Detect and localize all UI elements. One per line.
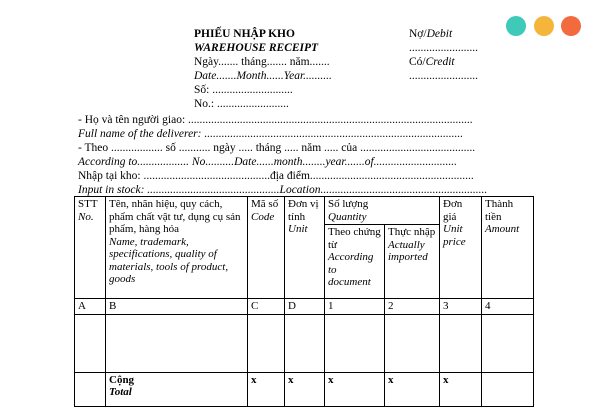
col-amount-header: Thành tiền Amount <box>482 197 534 299</box>
receipt-table <box>74 196 534 407</box>
deliverer-en: Full name of the deliverer: .......................................................................................... <box>78 128 464 140</box>
date-en: Date.......Month......Year.......... <box>194 70 332 82</box>
total-mark: x <box>285 372 325 406</box>
total-amount-cell[interactable] <box>482 372 534 406</box>
code-cell: 2 <box>385 299 440 315</box>
col-stt-header: STT No. <box>75 197 106 299</box>
stock-en: Input in stock: ..............................................Location.......................................................... <box>78 184 488 196</box>
so-field: Số: ............................ <box>194 84 293 96</box>
deliverer-vi: - Họ và tên người giao: ................................................................................................... <box>78 114 473 126</box>
col-price-header: Đơn giá Unit price <box>440 197 482 299</box>
total-mark: x <box>440 372 482 406</box>
code-cell: 3 <box>440 299 482 315</box>
date-vi: Ngày....... tháng....... năm....... <box>194 56 330 68</box>
title-en: WAREHOUSE RECEIPT <box>194 42 319 54</box>
blank-cell[interactable] <box>75 314 106 372</box>
column-code-row <box>75 299 534 315</box>
blank-cell[interactable] <box>285 314 325 372</box>
total-mark: x <box>385 372 440 406</box>
total-stt-cell <box>75 372 106 406</box>
debit-label: Nợ/Debit <box>409 28 453 40</box>
col-code-header: Mã số Code <box>248 197 285 299</box>
credit-label: Có/Credit <box>409 56 455 68</box>
no-field: No.: ......................... <box>194 98 289 110</box>
total-mark: x <box>325 372 385 406</box>
code-cell: C <box>248 299 285 315</box>
credit-line: ........................ <box>409 70 478 82</box>
col-qty-doc-header: Theo chứng từ According to document <box>325 225 385 299</box>
blank-cell[interactable] <box>325 314 385 372</box>
blank-cell[interactable] <box>385 314 440 372</box>
window-dot-orange <box>561 16 581 36</box>
blank-cell[interactable] <box>440 314 482 372</box>
col-quantity-header: Số lượng Quantity <box>325 197 440 225</box>
total-label-cell: Cộng Total <box>106 372 248 406</box>
header-row <box>75 197 534 225</box>
title-vi: PHIẾU NHẬP KHO <box>194 28 295 40</box>
col-unit-header: Đơn vị tính Unit <box>285 197 325 299</box>
total-row <box>75 372 534 406</box>
col-name-header: Tên, nhãn hiệu, quy cách, phẩm chất vật tư, dụng cụ sản phẩm, hàng hóa Name, trademark, specifications, quality of materials, tools of product, goods <box>106 197 248 299</box>
window-dot-teal <box>506 16 526 36</box>
code-cell: 4 <box>482 299 534 315</box>
window-dot-yellow <box>534 16 554 36</box>
code-cell: 1 <box>325 299 385 315</box>
code-cell: B <box>106 299 248 315</box>
blank-item-row <box>75 314 534 372</box>
according-vi: - Theo .................. số ........... ngày ..... tháng ..... năm ..... của ........................................ <box>78 142 476 154</box>
according-en: According to.................. No..........Date......month........year.......of............................. <box>78 156 458 168</box>
col-qty-actual-header: Thực nhập Actually imported <box>385 225 440 299</box>
blank-cell[interactable] <box>248 314 285 372</box>
blank-cell[interactable] <box>482 314 534 372</box>
stock-vi: Nhập tại kho: ............................................địa điểm......................................................... <box>78 170 474 182</box>
debit-line: ........................ <box>409 42 478 54</box>
code-cell: D <box>285 299 325 315</box>
total-mark: x <box>248 372 285 406</box>
blank-cell[interactable] <box>106 314 248 372</box>
code-cell: A <box>75 299 106 315</box>
